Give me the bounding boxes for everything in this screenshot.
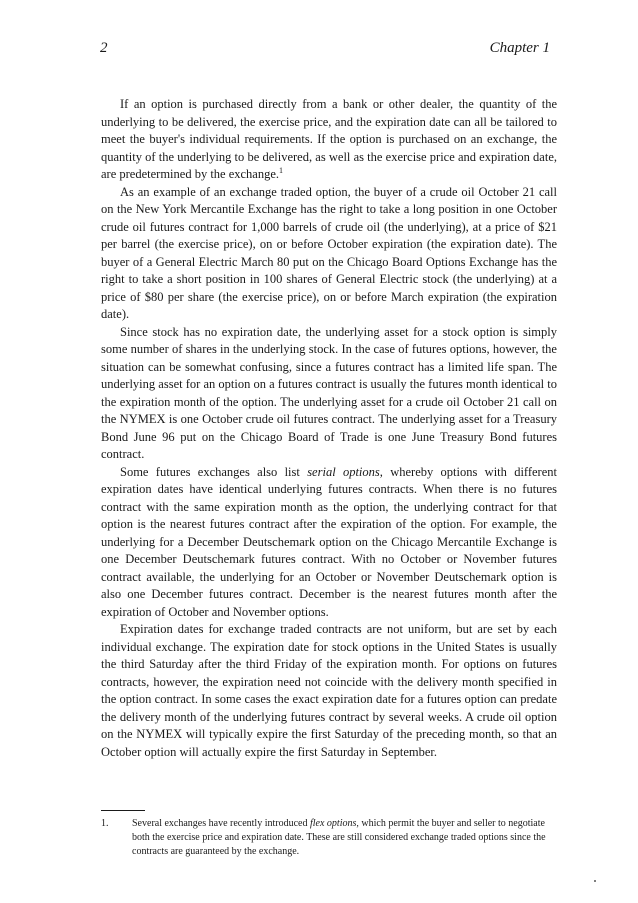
serial-options-term: serial options, (307, 464, 383, 479)
scan-speck (594, 880, 596, 882)
flex-options-term: flex options, (309, 818, 359, 829)
footnote-divider (101, 810, 145, 811)
chapter-title: Chapter 1 (489, 40, 550, 56)
footnote-rest: which permit the buyer and seller to negotiate both the exercise price and expiration date. These are still considered exchange traded options since the contracts are guaranteed by the exchange. (132, 818, 546, 857)
paragraph-4 (101, 464, 557, 622)
page-number: 2 (100, 40, 108, 56)
paragraph-4-lead: Some futures exchanges also list (120, 464, 308, 479)
footnote (101, 817, 561, 859)
footnote-reference[interactable]: 1 (279, 165, 284, 175)
footnote-number: 1. (101, 818, 109, 829)
paragraph-3: Since stock has no expiration date, the underlying asset for a stock option is simply some number of shares in the underlying stock. In the case of futures options, however, the situation can be somewhat confusing, since a futures contract has a limited life span. The underlying asset for an option on a futures contract is usually the futures month identical to the expiration month of the option. The underlying asset for a crude oil October 21 call on the NYMEX is one October crude oil futures contract. The underlying asset for a Treasury Bond June 96 put on the Chicago Board of Trade is one June Treasury Bond futures contract. (101, 324, 557, 461)
paragraph-1 (101, 96, 557, 184)
body-text (101, 96, 557, 761)
footnote-lead: Several exchanges have recently introduced (132, 818, 310, 829)
paragraph-1-text: If an option is purchased directly from a bank or other dealer, the quantity of the underlying to be delivered, the exercise price, and the expiration date can all be tailored to meet the buyer's individual requirements. If the option is purchased on an exchange, the quantity of the underlying to be delivered, as well as the exercise price and expiration date, are predetermined by the exchange. (101, 97, 557, 181)
paragraph-5: Expiration dates for exchange traded contracts are not uniform, but are set by each individual exchange. The expiration date for stock options in the United States is usually the third Saturday after the third Friday of the expiration month. For options on futures contracts, however, the expiration need not coincide with the delivery month specified in the option contract. In some cases the exact expiration date for a futures option can predate the delivery month of the underlying futures contract by several weeks. A crude oil option on the NYMEX will typically expire the first Saturday of the preceding month, so that an October option will actually expire the first Saturday in September. (101, 622, 557, 759)
footnote-text (132, 817, 561, 859)
paragraph-4-rest: whereby options with different expiration dates have identical underlying futures contracts. When there is no futures contract with the same expiration month as the option, the underlying contract for that option is the nearest futures contract after the expiration of the option. For example, the underlying for a December Deutschemark option on the Chicago Mercantile Exchange is one December Deutschemark futures contract. With no October or November futures contract available, the underlying for an October or November Deutschemark option is also one December futures contract. December is the nearest futures month after the expiration of October and November options. (101, 464, 557, 619)
paragraph-2: As an example of an exchange traded option, the buyer of a crude oil October 21 call on the New York Mercantile Exchange has the right to take a long position in one October crude oil futures contract for 1,000 barrels of crude oil (the underlying), at a price of $21 per barrel (the exercise price), on or before October expiration (the expiration date). The buyer of a General Electric March 80 put on the Chicago Board Options Exchange has the right to take a short position in 100 shares of General Electric stock (the underlying) at a price of $80 per share (the exercise price), on or before March expiration (the expiration date). (101, 184, 557, 321)
running-header (100, 40, 550, 60)
